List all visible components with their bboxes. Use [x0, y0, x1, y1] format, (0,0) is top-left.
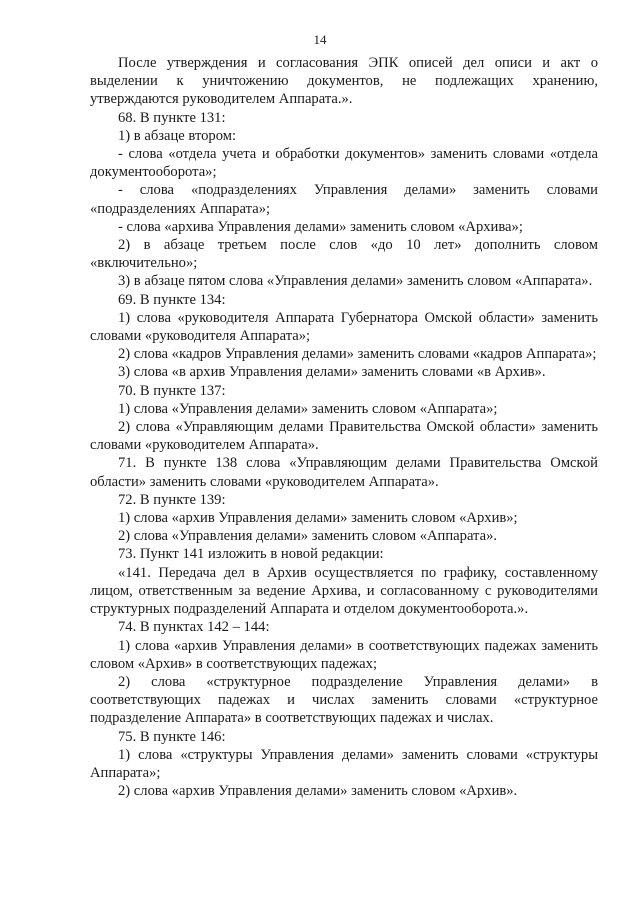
paragraph-item-75: 75. В пункте 146: [118, 728, 226, 745]
paragraph-item-69-3: 3) слова «в архив Управления делами» заменить словами «в Архив». [118, 364, 546, 381]
paragraph-item-72-1: 1) слова «архив Управления делами» заменить словом «Архив»; [118, 510, 518, 527]
paragraph-item-73-text: «141. Передача дел в Архив осуществляется по графику, составленному лицом, ответственным за ведение Архива, и согласованному с руководителями структурных подразделений Аппарата и отделом документооборота.». [90, 564, 598, 618]
page-number: 14 [313, 32, 327, 47]
paragraph-item-72-2: 2) слова «Управления делами» заменить словом «Аппарата». [118, 528, 498, 545]
paragraph-item-70: 70. В пункте 137: [118, 382, 226, 399]
paragraph-item-68-1-a: - слова «отдела учета и обработки документов» заменить словами «отдела документооборота»; [90, 146, 598, 181]
paragraph-item-68-1-b: - слова «подразделениях Управления делами» заменить словами «подразделениях Аппарата»; [90, 182, 598, 217]
paragraph-item-68-2: 2) в абзаце третьем после слов «до 10 лет» дополнить словом «включительно»; [90, 237, 598, 272]
paragraph-item-74-1: 1) слова «архив Управления делами» в соответствующих падежах заменить словом «Архив» в соответствующих падежах; [90, 637, 598, 672]
paragraph-item-71: 71. В пункте 138 слова «Управляющим делами Правительства Омской области» заменить словами «руководителем Аппарата». [90, 455, 598, 490]
paragraph-item-69-1: 1) слова «руководителя Аппарата Губернатора Омской области» заменить словами «руководителя Аппарата»; [90, 309, 598, 345]
paragraph-item-68-3: 3) в абзаце пятом слова «Управления делами» заменить словом «Аппарата». [118, 273, 593, 290]
paragraph-item-72: 72. В пункте 139: [118, 491, 226, 508]
paragraph-item-68-1-c: - слова «архива Управления делами» заменить словом «Архива»; [118, 218, 523, 235]
paragraph-item-69: 69. В пункте 134: [118, 291, 226, 308]
paragraph-item-68: 68. В пункте 131: [118, 109, 226, 126]
paragraph-item-70-1: 1) слова «Управления делами» заменить словом «Аппарата»; [118, 400, 498, 417]
paragraph-item-74-2: 2) слова «структурное подразделение Управления делами» в соответствующих падежах и числах заменить словами «структурное подразделение Аппарата» в соответствующих падежах и числах. [90, 673, 598, 727]
paragraph-item-74: 74. В пунктах 142 – 144: [118, 619, 270, 636]
paragraph-item-68-1: 1) в абзаце втором: [118, 127, 237, 144]
paragraph-item-69-2: 2) слова «кадров Управления делами» заменить словами «кадров Аппарата»; [118, 346, 597, 363]
paragraph-item-70-2: 2) слова «Управляющим делами Правительства Омской области» заменить словами «руководителем Аппарата». [90, 419, 598, 454]
paragraph-item-75-1: 1) слова «структуры Управления делами» заменить словами «структуры Аппарата»; [90, 746, 598, 781]
document-body [90, 54, 598, 800]
paragraph-item-75-2: 2) слова «архив Управления делами» заменить словом «Архив». [118, 783, 518, 800]
paragraph-item-73: 73. Пункт 141 изложить в новой редакции: [118, 546, 384, 563]
paragraph-approval-clause: После утверждения и согласования ЭПК описей дел описи и акт о выделении к уничтожению документов, не подлежащих хранению, утверждаются руководителем Аппарата.». [90, 55, 598, 108]
